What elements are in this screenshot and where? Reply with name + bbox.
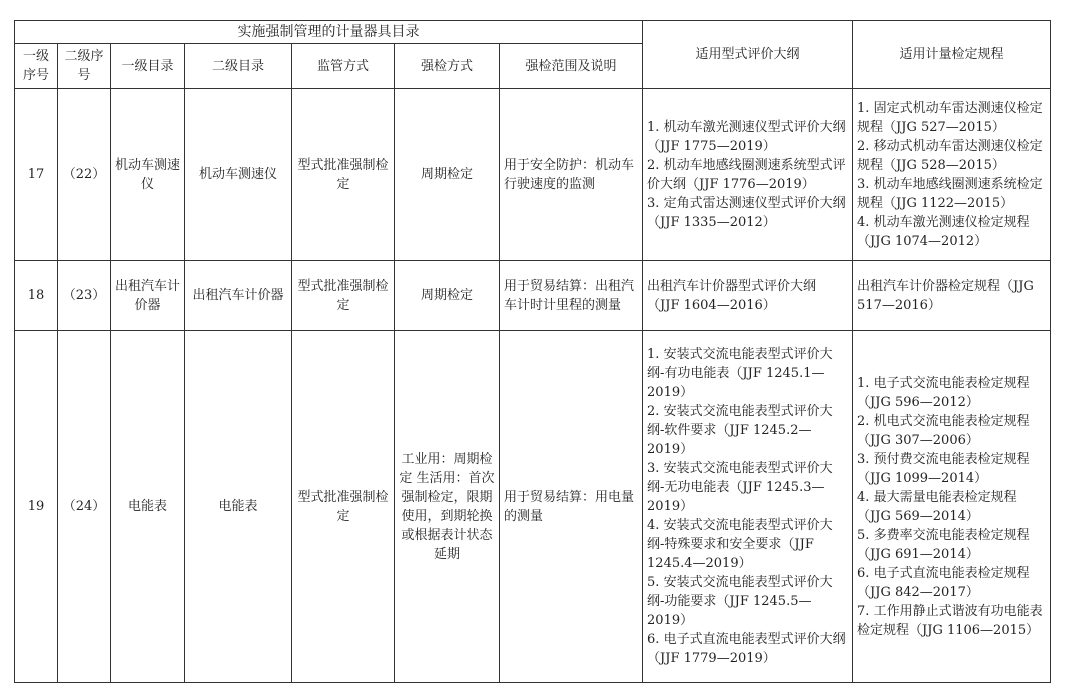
cell-scope: 用于安全防护：机动车行驶速度的监测 (500, 89, 643, 261)
cell-level1-catalog: 出租汽车计价器 (111, 261, 185, 331)
type-eval-item: 6. 电子式直流电能表型式评价大纲（JJF 1779—2019） (647, 632, 846, 666)
header-level1-catalog: 一级目录 (111, 44, 185, 89)
cell-type-eval (643, 89, 853, 261)
table-title: 实施强制管理的计量器具目录 (15, 21, 643, 44)
cell-level2-no: （24） (58, 331, 111, 683)
cell-level2-catalog: 电能表 (185, 331, 292, 683)
header-supervision: 监管方式 (292, 44, 395, 89)
verification-item: 1. 电子式交流电能表检定规程（JJG 596—2012） (857, 375, 1030, 410)
verification-item: 4. 机动车激光测速仪检定规程（JJG 1074—2012） (857, 214, 1030, 249)
type-eval-item: 2. 安装式交流电能表型式评价大纲-软件要求（JJF 1245.2—2019） (647, 404, 833, 457)
verification-item: 4. 最大需量电能表检定规程（JJG 569—2014） (857, 489, 1017, 524)
verification-item: 3. 预付费交流电能表检定规程（JJG 1099—2014） (857, 451, 1030, 486)
table-row (15, 89, 1051, 261)
verification-item: 3. 机动车地感线圈测速系统检定规程（JJG 1122—2015） (857, 176, 1043, 211)
cell-level1-no: 19 (15, 331, 58, 683)
header-level1-no: 一级序号 (15, 44, 58, 89)
cell-verification (853, 261, 1051, 331)
verification-item: 2. 机电式交流电能表检定规程（JJG 307—2006） (857, 413, 1030, 448)
cell-inspection: 周期检定 (395, 261, 500, 331)
verification-item: 出租汽车计价器检定规程（JJG 517—2016） (857, 278, 1034, 313)
table-row (15, 331, 1051, 683)
cell-level1-no: 18 (15, 261, 58, 331)
cell-level2-no: （23） (58, 261, 111, 331)
cell-level2-catalog: 出租汽车计价器 (185, 261, 292, 331)
type-eval-item: 3. 安装式交流电能表型式评价大纲-无功电能表（JJF 1245.3—2019） (647, 461, 833, 514)
header-verification: 适用计量检定规程 (853, 21, 1051, 89)
cell-verification (853, 89, 1051, 261)
verification-item: 1. 固定式机动车雷达测速仪检定规程（JJG 527—2015） (857, 100, 1043, 135)
type-eval-item: 3. 定角式雷达测速仪型式评价大纲（JJF 1335—2012） (647, 195, 846, 230)
cell-inspection: 工业用：周期检定 生活用：首次强制检定，限期使用，到期轮换或根据表计状态延期 (395, 331, 500, 683)
type-eval-item: 2. 机动车地感线圈测速系统型式评价大纲（JJF 1776—2019） (647, 157, 846, 192)
cell-scope: 用于贸易结算：出租汽车计时计里程的测量 (500, 261, 643, 331)
type-eval-item: 1. 安装式交流电能表型式评价大纲-有功电能表（JJF 1245.1—2019） (647, 347, 833, 400)
verification-item: 5. 多费率交流电能表检定规程（JJG 691—2014） (857, 527, 1030, 562)
cell-level1-no: 17 (15, 89, 58, 261)
cell-supervision: 型式批准强制检定 (292, 261, 395, 331)
cell-level2-catalog: 机动车测速仪 (185, 89, 292, 261)
measuring-instruments-table (14, 20, 1051, 683)
cell-type-eval (643, 261, 853, 331)
verification-item: 2. 移动式机动车雷达测速仪检定规程（JJG 528—2015） (857, 138, 1043, 173)
header-inspection: 强检方式 (395, 44, 500, 89)
cell-level1-catalog: 电能表 (111, 331, 185, 683)
type-eval-item: 1. 机动车激光测速仪型式评价大纲（JJF 1775—2019） (647, 119, 846, 154)
cell-supervision: 型式批准强制检定 (292, 331, 395, 683)
header-level2-no: 二级序号 (58, 44, 111, 89)
cell-supervision: 型式批准强制检定 (292, 89, 395, 261)
cell-level1-catalog: 机动车测速仪 (111, 89, 185, 261)
header-scope: 强检范围及说明 (500, 44, 643, 89)
verification-item: 6. 电子式直流电能表检定规程（JJG 842—2017） (857, 565, 1030, 600)
type-eval-item: 4. 安装式交流电能表型式评价大纲-特殊要求和安全要求（JJF 1245.4—2019） (647, 518, 833, 571)
table-row (15, 261, 1051, 331)
cell-type-eval (643, 331, 853, 683)
cell-verification (853, 331, 1051, 683)
cell-inspection: 周期检定 (395, 89, 500, 261)
cell-level2-no: （22） (58, 89, 111, 261)
type-eval-item: 出租汽车计价器型式评价大纲（JJF 1604—2016） (647, 278, 817, 313)
header-level2-catalog: 二级目录 (185, 44, 292, 89)
verification-item: 7. 工作用静止式谐波有功电能表检定规程（JJG 1106—2015） (857, 603, 1043, 638)
cell-scope: 用于贸易结算：用电量的测量 (500, 331, 643, 683)
type-eval-item: 5. 安装式交流电能表型式评价大纲-功能要求（JJF 1245.5—2019） (647, 575, 833, 628)
header-type-eval: 适用型式评价大纲 (643, 21, 853, 89)
